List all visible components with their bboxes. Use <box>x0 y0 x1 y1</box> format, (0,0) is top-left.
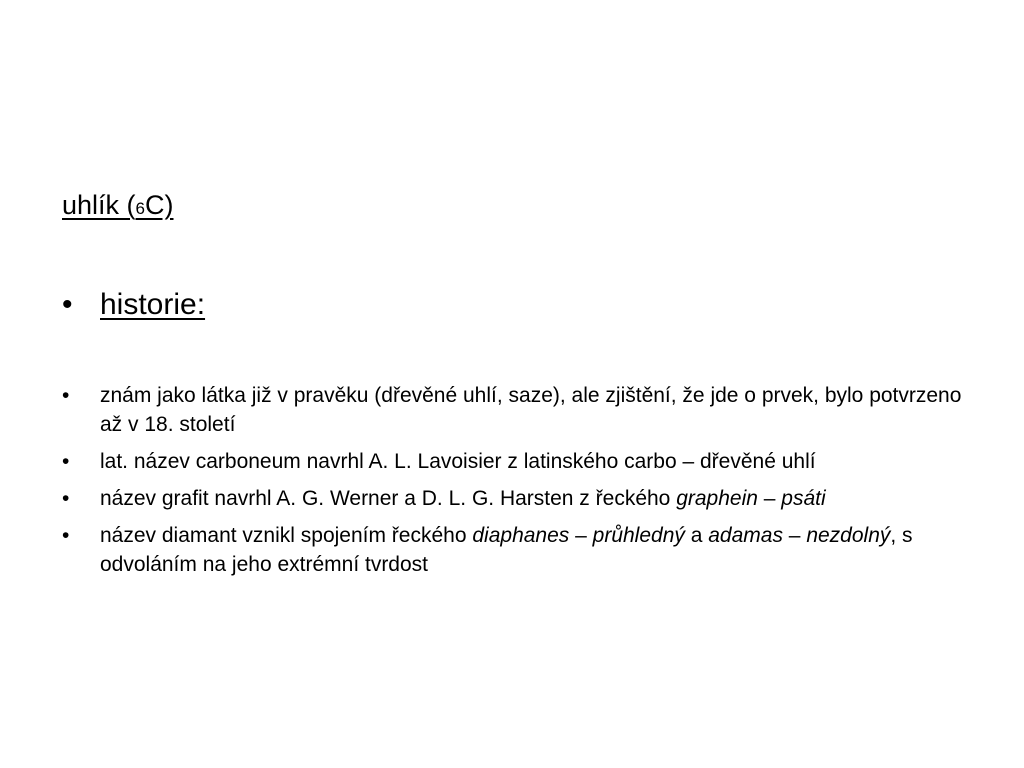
bullet-marker: • <box>62 450 70 473</box>
bullet-text: – <box>569 524 593 547</box>
bullet-marker: • <box>62 524 70 547</box>
section-bullet: • <box>62 288 73 321</box>
bullet-item <box>62 484 962 513</box>
bullet-italic-text: adamas <box>708 524 783 547</box>
bullet-item <box>62 381 962 439</box>
title-subscript: 6 <box>135 199 145 218</box>
bullet-marker: • <box>62 384 70 407</box>
bullet-italic-text: diaphanes <box>472 524 570 547</box>
bullet-text: název grafit navrhl A. G. Werner a D. L. G. Harsten z řeckého <box>100 487 677 510</box>
title-text: uhlík ( <box>62 190 136 220</box>
bullet-marker: • <box>62 487 70 510</box>
bullet-italic-text: nezdolný <box>806 524 891 547</box>
bullet-text: , s odvoláním na jeho extrémní tvrdost <box>100 524 913 576</box>
bullet-text: – <box>782 524 807 547</box>
bullet-list <box>62 381 962 587</box>
bullet-italic-text: graphein <box>676 487 758 510</box>
bullet-italic-text: psáti <box>781 487 826 510</box>
title-symbol: C) <box>145 190 174 220</box>
bullet-text: lat. název carboneum navrhl A. L. Lavoisier z latinského carbo – dřevěné uhlí <box>100 450 816 473</box>
bullet-item <box>62 521 962 579</box>
bullet-text: název diamant vznikl spojením řeckého <box>100 524 473 547</box>
bullet-text: a <box>684 524 709 547</box>
bullet-text: znám jako látka již v pravěku (dřevěné uhlí, saze), ale zjištění, že jde o prvek, bylo potvrzeno až v 18. století <box>100 384 962 436</box>
section-heading: historie: <box>100 288 206 321</box>
bullet-italic-text: průhledný <box>592 524 685 547</box>
section-heading-row <box>62 285 205 325</box>
bullet-item <box>62 447 962 476</box>
bullet-text: – <box>757 487 782 510</box>
slide-title <box>62 188 174 226</box>
